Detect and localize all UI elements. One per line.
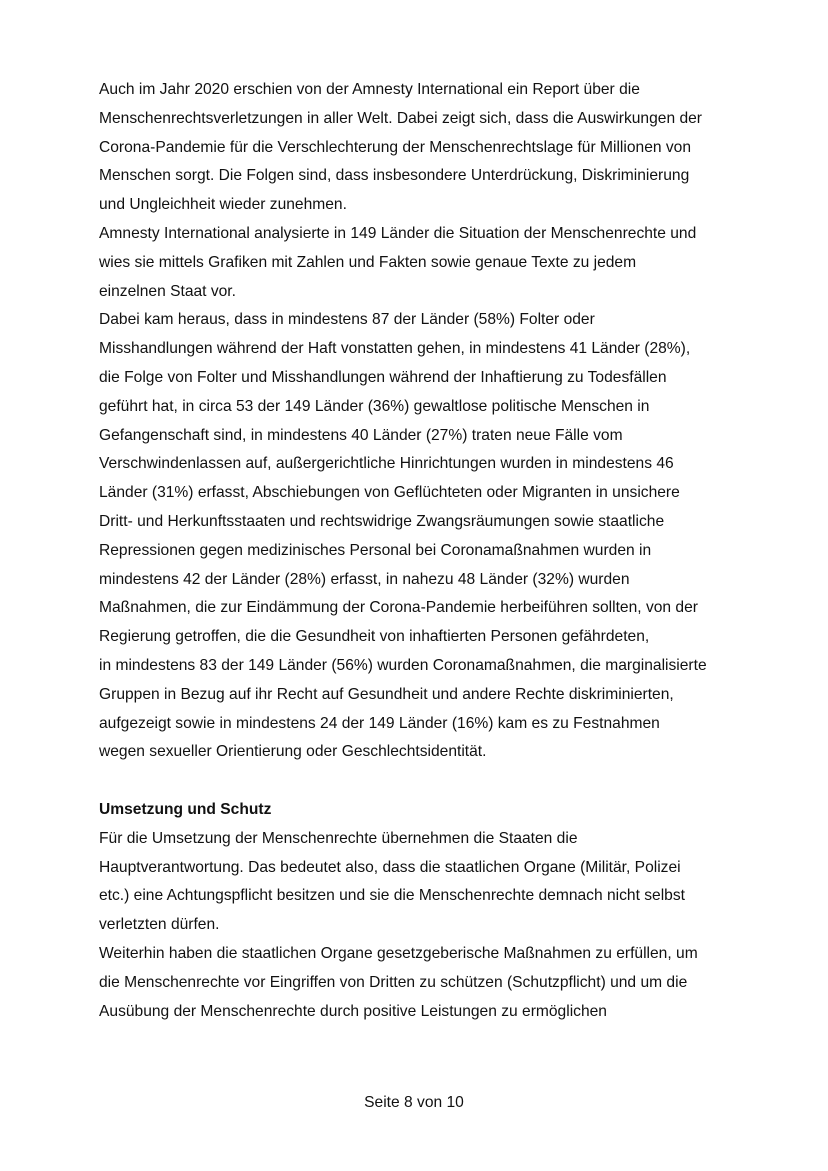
paragraph-spacer: [99, 767, 759, 796]
paragraph-implementation: [99, 825, 759, 940]
page-number-footer: Seite 8 von 10: [364, 1094, 464, 1111]
text-line: Dabei kam heraus, dass in mindestens 87 der Länder (58%) Folter oder: [99, 311, 595, 329]
text-line: Dritt- und Herkunftsstaaten und rechtswidrige Zwangsräumungen sowie staatliche: [99, 512, 665, 530]
paragraph-analysis: [99, 220, 759, 306]
text-line: Auch im Jahr 2020 erschien von der Amnesty International ein Report über die: [99, 81, 640, 98]
text-line: die Folge von Folter und Misshandlungen während der Inhaftierung zu Todesfällen: [99, 368, 667, 386]
text-line: einzelnen Staat vor.: [99, 282, 236, 300]
text-line: wies sie mittels Grafiken mit Zahlen und Fakten sowie genaue Texte zu jedem: [99, 253, 637, 271]
text-line: etc.) eine Achtungspflicht besitzen und sie die Menschenrechte demnach nicht selbst: [99, 887, 685, 905]
text-line: Weiterhin haben die staatlichen Organe gesetzgeberische Maßnahmen zu erfüllen, um: [99, 944, 698, 962]
text-line: Maßnahmen, die zur Eindämmung der Corona-Pandemie herbeiführen sollten, von der: [99, 599, 698, 617]
text-line: in mindestens 83 der 149 Länder (56%) wurden Coronamaßnahmen, die marginalisierte: [99, 656, 707, 674]
text-line: Repressionen gegen medizinisches Personal bei Coronamaßnahmen wurden in: [99, 541, 652, 559]
text-line: Menschen sorgt. Die Folgen sind, dass insbesondere Unterdrückung, Diskriminierung: [99, 167, 690, 185]
text-line: wegen sexueller Orientierung oder Geschlechtsidentität.: [99, 743, 487, 761]
text-line: mindestens 42 der Länder (28%) erfasst, in nahezu 48 Länder (32%) wurden: [99, 570, 630, 588]
text-line: Gruppen in Bezug auf ihr Recht auf Gesundheit und andere Rechte diskriminierten,: [99, 685, 674, 703]
text-line: Länder (31%) erfasst, Abschiebungen von Geflüchteten oder Migranten in unsichere: [99, 484, 680, 502]
text-line: Corona-Pandemie für die Verschlechterung der Menschenrechtslage für Millionen von: [99, 138, 692, 156]
text-line: Gefangenschaft sind, in mindestens 40 Länder (27%) traten neue Fälle vom: [99, 426, 623, 444]
text-line: Amnesty International analysierte in 149 Länder die Situation der Menschenrechte und: [99, 224, 697, 242]
text-line: die Menschenrechte vor Eingriffen von Dritten zu schützen (Schutzpflicht) und um die: [99, 973, 688, 991]
text-line: Menschenrechtsverletzungen in aller Welt. Dabei zeigt sich, dass die Auswirkungen der: [99, 109, 702, 127]
text-line: Für die Umsetzung der Menschenrechte übernehmen die Staaten die: [99, 829, 578, 847]
document-body: [99, 76, 759, 1026]
text-line: Misshandlungen während der Haft vonstatten gehen, in mindestens 41 Länder (28%),: [99, 340, 691, 358]
text-line: Regierung getroffen, die die Gesundheit von inhaftierten Personen gefährdeten,: [99, 628, 650, 646]
section-heading: Umsetzung und Schutz: [99, 800, 272, 818]
text-line: aufgezeigt sowie in mindestens 24 der 149 Länder (16%) kam es zu Festnahmen: [99, 714, 660, 732]
paragraph-protection: [99, 940, 759, 1026]
text-line: Hauptverantwortung. Das bedeutet also, dass die staatlichen Organe (Militär, Polizei: [99, 858, 681, 876]
paragraph-findings: [99, 306, 759, 767]
text-line: Verschwindenlassen auf, außergerichtliche Hinrichtungen wurden in mindestens 46: [99, 455, 674, 473]
text-line: verletzten dürfen.: [99, 916, 220, 934]
text-line: Ausübung der Menschenrechte durch positive Leistungen zu ermöglichen: [99, 1002, 607, 1020]
text-line: und Ungleichheit wieder zunehmen.: [99, 196, 347, 214]
text-line: geführt hat, in circa 53 der 149 Länder (36%) gewaltlose politische Menschen in: [99, 397, 650, 415]
paragraph-amnesty-report: [99, 76, 759, 220]
